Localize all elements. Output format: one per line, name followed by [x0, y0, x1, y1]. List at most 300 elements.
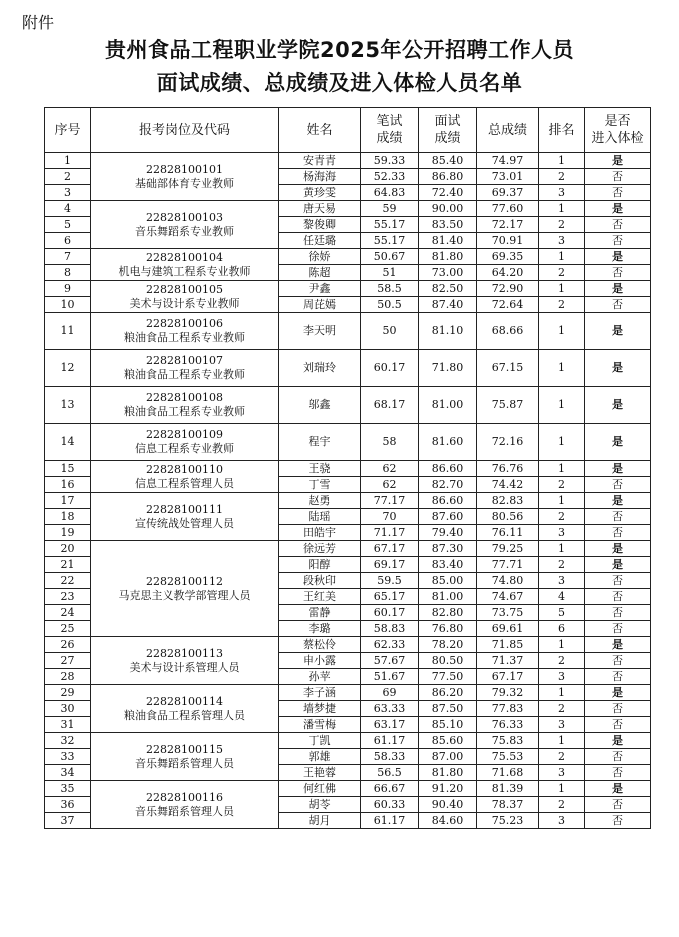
cell-interview: 71.80 [419, 350, 477, 387]
cell-interview: 81.00 [419, 589, 477, 605]
cell-enter: 否 [585, 509, 651, 525]
cell-enter: 否 [585, 797, 651, 813]
table-row [45, 493, 651, 509]
cell-rank: 2 [539, 653, 585, 669]
post-title: 美术与设计系管理人员 [129, 660, 240, 674]
post-title: 粮油食品工程系专业教师 [124, 368, 245, 381]
cell-interview: 87.30 [419, 541, 477, 557]
cell-enter: 否 [585, 749, 651, 765]
cell-written: 51.67 [361, 669, 419, 685]
cell-name: 何红佛 [279, 781, 361, 797]
cell-total: 67.17 [477, 669, 539, 685]
cell-name: 孙苹 [279, 669, 361, 685]
cell-name: 李璐 [279, 621, 361, 637]
cell-written: 59 [361, 201, 419, 217]
cell-interview: 91.20 [419, 781, 477, 797]
cell-written: 61.17 [361, 733, 419, 749]
cell-total: 76.11 [477, 525, 539, 541]
cell-rank: 1 [539, 541, 585, 557]
cell-total: 73.75 [477, 605, 539, 621]
cell-enter: 是 [585, 281, 651, 297]
cell-enter: 是 [585, 461, 651, 477]
cell-name: 王红美 [279, 589, 361, 605]
cell-interview: 72.40 [419, 185, 477, 201]
cell-seq: 20 [45, 541, 91, 557]
cell-enter: 否 [585, 813, 651, 829]
cell-written: 64.83 [361, 185, 419, 201]
cell-seq: 15 [45, 461, 91, 477]
cell-interview: 85.10 [419, 717, 477, 733]
cell-post [91, 153, 279, 201]
cell-seq: 37 [45, 813, 91, 829]
document-title [0, 34, 679, 100]
cell-interview: 83.40 [419, 557, 477, 573]
post-code: 22828100103 [146, 210, 223, 224]
cell-total: 72.17 [477, 217, 539, 233]
table-row [45, 350, 651, 387]
post-code: 22828100106 [146, 317, 223, 330]
cell-written: 59.33 [361, 153, 419, 169]
cell-seq: 16 [45, 477, 91, 493]
cell-name: 李子涵 [279, 685, 361, 701]
cell-name: 安青青 [279, 153, 361, 169]
post-code: 22828100114 [146, 694, 223, 708]
cell-written: 69.17 [361, 557, 419, 573]
cell-interview: 81.10 [419, 313, 477, 350]
cell-rank: 2 [539, 297, 585, 313]
post-title: 音乐舞蹈系专业教师 [135, 224, 234, 238]
post-title: 粮油食品工程系专业教师 [124, 331, 245, 344]
cell-total: 77.71 [477, 557, 539, 573]
cell-name: 阳醇 [279, 557, 361, 573]
cell-rank: 2 [539, 749, 585, 765]
table-row [45, 387, 651, 424]
cell-written: 69 [361, 685, 419, 701]
cell-written: 50.5 [361, 297, 419, 313]
cell-post [91, 313, 279, 350]
cell-interview: 81.80 [419, 765, 477, 781]
cell-written: 58 [361, 424, 419, 461]
cell-written: 71.17 [361, 525, 419, 541]
cell-enter: 否 [585, 169, 651, 185]
cell-interview: 73.00 [419, 265, 477, 281]
cell-rank: 1 [539, 637, 585, 653]
cell-written: 55.17 [361, 233, 419, 249]
cell-total: 75.53 [477, 749, 539, 765]
cell-rank: 2 [539, 509, 585, 525]
cell-seq: 35 [45, 781, 91, 797]
cell-post [91, 350, 279, 387]
cell-total: 72.16 [477, 424, 539, 461]
cell-post [91, 249, 279, 281]
cell-enter: 否 [585, 525, 651, 541]
post-title: 信息工程系管理人员 [135, 476, 234, 490]
cell-enter: 是 [585, 557, 651, 573]
cell-name: 段秋印 [279, 573, 361, 589]
cell-written: 62 [361, 461, 419, 477]
cell-written: 52.33 [361, 169, 419, 185]
cell-name: 王艳蓉 [279, 765, 361, 781]
cell-enter: 是 [585, 637, 651, 653]
cell-interview: 82.70 [419, 477, 477, 493]
cell-total: 68.66 [477, 313, 539, 350]
cell-name: 雷静 [279, 605, 361, 621]
cell-interview: 84.60 [419, 813, 477, 829]
cell-total: 64.20 [477, 265, 539, 281]
cell-total: 77.83 [477, 701, 539, 717]
cell-total: 74.67 [477, 589, 539, 605]
cell-total: 69.35 [477, 249, 539, 265]
header-interview: 面试 成绩 [419, 108, 477, 153]
cell-seq: 11 [45, 313, 91, 350]
cell-post [91, 387, 279, 424]
cell-seq: 4 [45, 201, 91, 217]
cell-post [91, 637, 279, 685]
cell-rank: 3 [539, 573, 585, 589]
post-code: 22828100111 [146, 502, 223, 516]
cell-seq: 7 [45, 249, 91, 265]
cell-rank: 1 [539, 493, 585, 509]
post-title: 美术与设计系专业教师 [129, 296, 240, 310]
cell-name: 周芘嫣 [279, 297, 361, 313]
table-row [45, 249, 651, 265]
cell-enter: 否 [585, 233, 651, 249]
cell-written: 77.17 [361, 493, 419, 509]
cell-name: 胡月 [279, 813, 361, 829]
cell-seq: 8 [45, 265, 91, 281]
post-code: 22828100105 [146, 282, 223, 296]
cell-total: 71.37 [477, 653, 539, 669]
cell-total: 69.61 [477, 621, 539, 637]
table-row [45, 461, 651, 477]
cell-seq: 22 [45, 573, 91, 589]
cell-name: 申小露 [279, 653, 361, 669]
cell-name: 任廷璐 [279, 233, 361, 249]
cell-name: 墙梦捷 [279, 701, 361, 717]
cell-total: 75.87 [477, 387, 539, 424]
cell-name: 唐天易 [279, 201, 361, 217]
cell-seq: 6 [45, 233, 91, 249]
cell-seq: 9 [45, 281, 91, 297]
cell-seq: 1 [45, 153, 91, 169]
cell-name: 陈超 [279, 265, 361, 281]
cell-total: 72.90 [477, 281, 539, 297]
cell-enter: 是 [585, 387, 651, 424]
cell-name: 胡苓 [279, 797, 361, 813]
cell-written: 59.5 [361, 573, 419, 589]
cell-enter: 否 [585, 589, 651, 605]
cell-interview: 82.80 [419, 605, 477, 621]
cell-seq: 25 [45, 621, 91, 637]
cell-name: 田皓宇 [279, 525, 361, 541]
cell-interview: 85.00 [419, 573, 477, 589]
cell-enter: 否 [585, 701, 651, 717]
cell-rank: 1 [539, 249, 585, 265]
cell-enter: 否 [585, 217, 651, 233]
cell-enter: 是 [585, 541, 651, 557]
cell-name: 刘瑞玲 [279, 350, 361, 387]
cell-seq: 29 [45, 685, 91, 701]
table-row [45, 153, 651, 169]
cell-seq: 3 [45, 185, 91, 201]
cell-enter: 否 [585, 605, 651, 621]
table-row [45, 541, 651, 557]
post-code: 22828100115 [146, 742, 223, 756]
cell-rank: 1 [539, 153, 585, 169]
cell-rank: 1 [539, 350, 585, 387]
cell-name: 丁凯 [279, 733, 361, 749]
cell-rank: 1 [539, 781, 585, 797]
cell-total: 73.01 [477, 169, 539, 185]
cell-seq: 32 [45, 733, 91, 749]
post-code: 22828100116 [146, 790, 223, 804]
cell-rank: 2 [539, 797, 585, 813]
cell-total: 72.64 [477, 297, 539, 313]
cell-rank: 4 [539, 589, 585, 605]
cell-seq: 26 [45, 637, 91, 653]
header-name: 姓名 [279, 108, 361, 153]
cell-interview: 87.00 [419, 749, 477, 765]
cell-rank: 5 [539, 605, 585, 621]
cell-seq: 13 [45, 387, 91, 424]
cell-total: 74.42 [477, 477, 539, 493]
cell-name: 杨海海 [279, 169, 361, 185]
post-code: 22828100112 [146, 574, 223, 588]
table-row [45, 201, 651, 217]
cell-total: 82.83 [477, 493, 539, 509]
cell-rank: 6 [539, 621, 585, 637]
cell-written: 58.83 [361, 621, 419, 637]
cell-written: 68.17 [361, 387, 419, 424]
cell-interview: 81.80 [419, 249, 477, 265]
cell-enter: 否 [585, 185, 651, 201]
cell-seq: 36 [45, 797, 91, 813]
cell-rank: 1 [539, 281, 585, 297]
cell-name: 郭雄 [279, 749, 361, 765]
cell-interview: 87.60 [419, 509, 477, 525]
cell-post [91, 201, 279, 249]
table-body [45, 153, 651, 829]
cell-rank: 3 [539, 185, 585, 201]
cell-seq: 33 [45, 749, 91, 765]
cell-rank: 1 [539, 201, 585, 217]
cell-seq: 30 [45, 701, 91, 717]
cell-interview: 78.20 [419, 637, 477, 653]
cell-written: 51 [361, 265, 419, 281]
cell-written: 58.33 [361, 749, 419, 765]
title-line-1: 贵州食品工程职业学院2025年公开招聘工作人员 [105, 38, 574, 62]
cell-rank: 2 [539, 557, 585, 573]
cell-total: 70.91 [477, 233, 539, 249]
cell-seq: 2 [45, 169, 91, 185]
cell-rank: 3 [539, 765, 585, 781]
cell-total: 74.97 [477, 153, 539, 169]
cell-written: 50.67 [361, 249, 419, 265]
cell-rank: 2 [539, 701, 585, 717]
cell-rank: 2 [539, 477, 585, 493]
cell-enter: 是 [585, 350, 651, 387]
cell-enter: 否 [585, 765, 651, 781]
cell-written: 60.17 [361, 605, 419, 621]
cell-written: 50 [361, 313, 419, 350]
cell-total: 78.37 [477, 797, 539, 813]
cell-enter: 否 [585, 477, 651, 493]
cell-post [91, 685, 279, 733]
cell-written: 63.17 [361, 717, 419, 733]
cell-seq: 19 [45, 525, 91, 541]
cell-name: 尹鑫 [279, 281, 361, 297]
cell-interview: 79.40 [419, 525, 477, 541]
post-title: 粮油食品工程系管理人员 [124, 708, 245, 722]
cell-name: 程宇 [279, 424, 361, 461]
cell-interview: 77.50 [419, 669, 477, 685]
cell-interview: 86.20 [419, 685, 477, 701]
cell-seq: 28 [45, 669, 91, 685]
cell-name: 徐娇 [279, 249, 361, 265]
cell-written: 61.17 [361, 813, 419, 829]
cell-interview: 90.40 [419, 797, 477, 813]
cell-name: 王骁 [279, 461, 361, 477]
cell-interview: 81.40 [419, 233, 477, 249]
cell-total: 79.32 [477, 685, 539, 701]
header-row [45, 108, 651, 153]
cell-post [91, 461, 279, 493]
post-code: 22828100104 [146, 250, 223, 264]
cell-written: 66.67 [361, 781, 419, 797]
cell-rank: 1 [539, 387, 585, 424]
post-code: 22828100107 [146, 354, 223, 367]
cell-total: 74.80 [477, 573, 539, 589]
cell-name: 蔡松伶 [279, 637, 361, 653]
cell-enter: 是 [585, 493, 651, 509]
cell-interview: 87.50 [419, 701, 477, 717]
cell-name: 黄珍雯 [279, 185, 361, 201]
attachment-label: 附件 [22, 13, 55, 32]
cell-seq: 27 [45, 653, 91, 669]
cell-rank: 3 [539, 813, 585, 829]
cell-interview: 87.40 [419, 297, 477, 313]
header-post: 报考岗位及代码 [91, 108, 279, 153]
cell-seq: 23 [45, 589, 91, 605]
cell-enter: 否 [585, 297, 651, 313]
cell-name: 邬鑫 [279, 387, 361, 424]
cell-written: 63.33 [361, 701, 419, 717]
cell-interview: 81.00 [419, 387, 477, 424]
cell-seq: 34 [45, 765, 91, 781]
cell-interview: 80.50 [419, 653, 477, 669]
cell-interview: 86.60 [419, 493, 477, 509]
cell-post [91, 541, 279, 637]
table-row [45, 637, 651, 653]
cell-written: 65.17 [361, 589, 419, 605]
cell-total: 75.83 [477, 733, 539, 749]
cell-name: 李天明 [279, 313, 361, 350]
title-line-2: 面试成绩、总成绩及进入体检人员名单 [156, 71, 523, 95]
post-code: 22828100109 [146, 428, 223, 441]
cell-written: 67.17 [361, 541, 419, 557]
cell-post [91, 424, 279, 461]
post-title: 音乐舞蹈系管理人员 [135, 804, 234, 818]
cell-enter: 是 [585, 153, 651, 169]
header-seq: 序号 [45, 108, 91, 153]
header-rank: 排名 [539, 108, 585, 153]
cell-rank: 1 [539, 733, 585, 749]
post-code: 22828100110 [146, 462, 223, 476]
post-title: 机电与建筑工程系专业教师 [118, 264, 251, 278]
cell-interview: 85.40 [419, 153, 477, 169]
cell-rank: 1 [539, 313, 585, 350]
post-title: 基础部体育专业教师 [135, 176, 234, 190]
cell-name: 黎俊卿 [279, 217, 361, 233]
cell-seq: 21 [45, 557, 91, 573]
cell-rank: 2 [539, 217, 585, 233]
cell-enter: 否 [585, 621, 651, 637]
header-enter: 是否 进入体检 [585, 108, 651, 153]
cell-interview: 90.00 [419, 201, 477, 217]
table-row [45, 424, 651, 461]
post-code: 22828100101 [146, 162, 223, 176]
cell-enter: 是 [585, 781, 651, 797]
post-title: 马克思主义教学部管理人员 [118, 588, 251, 602]
cell-enter: 否 [585, 653, 651, 669]
cell-total: 71.68 [477, 765, 539, 781]
cell-name: 赵勇 [279, 493, 361, 509]
cell-post [91, 281, 279, 313]
cell-enter: 是 [585, 685, 651, 701]
cell-rank: 3 [539, 525, 585, 541]
cell-rank: 2 [539, 169, 585, 185]
table-row [45, 685, 651, 701]
table-row [45, 781, 651, 797]
cell-written: 57.67 [361, 653, 419, 669]
cell-written: 56.5 [361, 765, 419, 781]
cell-rank: 1 [539, 685, 585, 701]
cell-rank: 1 [539, 461, 585, 477]
cell-name: 潘雪梅 [279, 717, 361, 733]
cell-enter: 否 [585, 265, 651, 281]
cell-post [91, 493, 279, 541]
cell-total: 80.56 [477, 509, 539, 525]
cell-interview: 86.80 [419, 169, 477, 185]
cell-interview: 76.80 [419, 621, 477, 637]
cell-total: 69.37 [477, 185, 539, 201]
cell-written: 55.17 [361, 217, 419, 233]
cell-total: 76.76 [477, 461, 539, 477]
post-code: 22828100108 [146, 391, 223, 404]
post-code: 22828100113 [146, 646, 223, 660]
cell-seq: 17 [45, 493, 91, 509]
table-row [45, 733, 651, 749]
cell-seq: 5 [45, 217, 91, 233]
cell-seq: 31 [45, 717, 91, 733]
cell-enter: 是 [585, 424, 651, 461]
cell-post [91, 733, 279, 781]
cell-enter: 是 [585, 733, 651, 749]
cell-total: 67.15 [477, 350, 539, 387]
cell-name: 丁雪 [279, 477, 361, 493]
cell-total: 71.85 [477, 637, 539, 653]
cell-written: 62 [361, 477, 419, 493]
table-row [45, 281, 651, 297]
cell-interview: 83.50 [419, 217, 477, 233]
cell-written: 58.5 [361, 281, 419, 297]
cell-total: 75.23 [477, 813, 539, 829]
post-title: 宣传统战处管理人员 [135, 516, 234, 530]
header-written: 笔试 成绩 [361, 108, 419, 153]
cell-written: 60.17 [361, 350, 419, 387]
cell-interview: 81.60 [419, 424, 477, 461]
cell-seq: 10 [45, 297, 91, 313]
